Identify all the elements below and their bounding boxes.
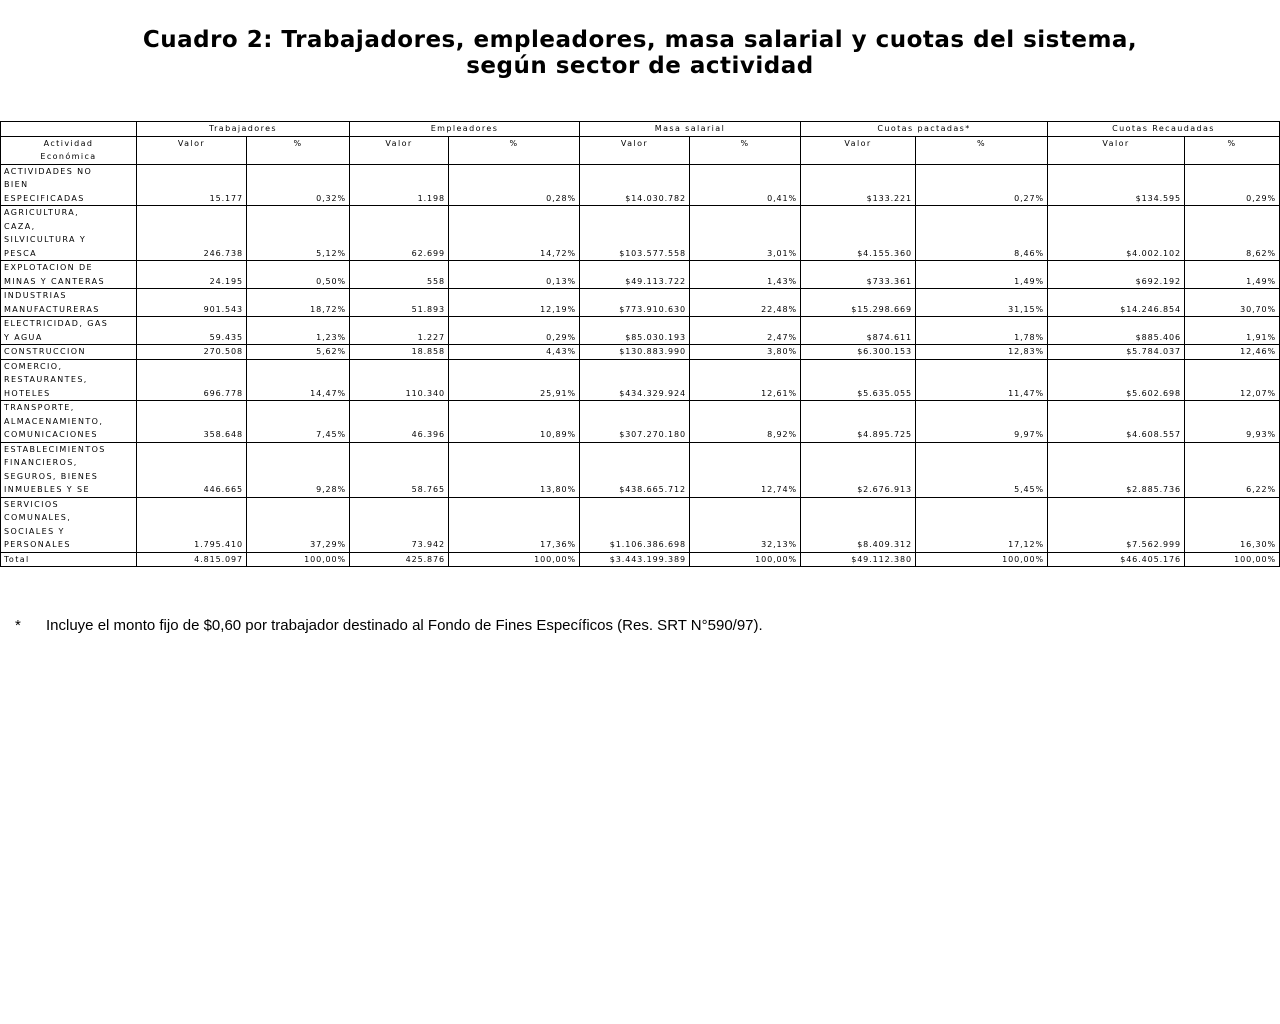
table-cell: $4.155.360 — [801, 206, 916, 261]
table-cell: 110.340 — [350, 359, 449, 401]
row-label-line: ALMACENAMIENTO, — [4, 416, 104, 426]
table-cell: 32,13% — [690, 497, 801, 552]
table-cell: 558 — [350, 261, 449, 289]
table-cell: 30,70% — [1185, 289, 1280, 317]
trabajadores-valor-header: Valor — [137, 136, 247, 164]
table-cell: 12,74% — [690, 442, 801, 497]
row-label-line: RESTAURANTES, — [4, 375, 88, 384]
table-cell: 1,91% — [1185, 317, 1280, 345]
table-cell: $15.298.669 — [801, 289, 916, 317]
table-cell: 1.227 — [350, 317, 449, 345]
table-cell: 0,27% — [916, 164, 1048, 206]
table-cell: $8.409.312 — [801, 497, 916, 552]
footnote-text: Incluye el monto fijo de $0,60 por trabajador destinado al Fondo de Fines Específicos (Res. SRT N°590/97). — [46, 617, 763, 634]
table-cell: 18.858 — [350, 345, 449, 360]
total-cell: 100,00% — [690, 552, 801, 567]
table-row — [1, 289, 1280, 317]
masa-pct-header: % — [690, 136, 801, 164]
total-cell: 4.815.097 — [137, 552, 247, 567]
total-cell: 100,00% — [1185, 552, 1280, 567]
table-cell: $14.030.782 — [580, 164, 690, 206]
row-label-line: PERSONALES — [4, 540, 71, 549]
table-cell: 73.942 — [350, 497, 449, 552]
row-label-line: INMUEBLES Y SE — [4, 485, 90, 494]
table-cell: 0,32% — [247, 164, 350, 206]
table-cell: 17,36% — [449, 497, 580, 552]
row-label-line: FINANCIEROS, — [4, 458, 78, 467]
row-label — [1, 401, 137, 443]
row-label-line: EXPLOTACION DE — [4, 263, 94, 272]
total-cell: $49.112.380 — [801, 552, 916, 567]
table-cell: 10,89% — [449, 401, 580, 443]
table-cell: $692.192 — [1048, 261, 1185, 289]
table-cell: 0,13% — [449, 261, 580, 289]
row-label-line: Y AGUA — [4, 332, 43, 342]
table-cell: 9,28% — [247, 442, 350, 497]
row-label-line: MINAS Y CANTERAS — [4, 276, 105, 286]
row-label — [1, 317, 137, 345]
row-label — [1, 345, 137, 360]
row-label — [1, 261, 137, 289]
activity-header-line-2: Económica — [40, 152, 97, 161]
row-label-line: PESCA — [4, 248, 38, 258]
row-label-line: ESPECIFICADAS — [4, 193, 85, 203]
group-header-cuotas-recaudadas: Cuotas Recaudadas — [1048, 122, 1280, 137]
sub-header-row — [1, 136, 1280, 164]
table-cell: 14,47% — [247, 359, 350, 401]
row-label — [1, 442, 137, 497]
table-cell: 1,78% — [916, 317, 1048, 345]
empleadores-valor-header: Valor — [350, 136, 449, 164]
table-cell: 58.765 — [350, 442, 449, 497]
total-cell: 100,00% — [247, 552, 350, 567]
group-header-masa-salarial: Masa salarial — [580, 122, 801, 137]
table-row — [1, 261, 1280, 289]
table-cell: 696.778 — [137, 359, 247, 401]
table-cell: $874.611 — [801, 317, 916, 345]
table-cell: $733.361 — [801, 261, 916, 289]
table-cell: $130.883.990 — [580, 345, 690, 360]
table-cell: 5,62% — [247, 345, 350, 360]
table-cell: 5,12% — [247, 206, 350, 261]
table-cell: 12,61% — [690, 359, 801, 401]
row-label-line: COMUNICACIONES — [4, 430, 98, 439]
total-cell: 100,00% — [916, 552, 1048, 567]
table-cell: 1,49% — [916, 261, 1048, 289]
table-row — [1, 497, 1280, 552]
table-row — [1, 401, 1280, 443]
table-cell: 18,72% — [247, 289, 350, 317]
table-cell: 446.665 — [137, 442, 247, 497]
corner-cell — [1, 122, 137, 137]
table-cell: 901.543 — [137, 289, 247, 317]
table-cell: 37,29% — [247, 497, 350, 552]
pactadas-valor-header: Valor — [801, 136, 916, 164]
table-cell: $5.602.698 — [1048, 359, 1185, 401]
table-cell: 12,07% — [1185, 359, 1280, 401]
data-table — [0, 121, 1280, 567]
table-cell: 8,62% — [1185, 206, 1280, 261]
table-cell: 9,97% — [916, 401, 1048, 443]
group-header-row — [1, 122, 1280, 137]
row-label-line: TRANSPORTE, — [4, 403, 75, 412]
total-cell: $46.405.176 — [1048, 552, 1185, 567]
row-label-line: SILVICULTURA Y — [4, 235, 87, 244]
table-cell: 8,92% — [690, 401, 801, 443]
recaudadas-valor-header: Valor — [1048, 136, 1185, 164]
table-cell: 15.177 — [137, 164, 247, 206]
table-cell: 12,83% — [916, 345, 1048, 360]
table-cell: $49.113.722 — [580, 261, 690, 289]
table-cell: 17,12% — [916, 497, 1048, 552]
table-cell: 1.795.410 — [137, 497, 247, 552]
masa-valor-header: Valor — [580, 136, 690, 164]
table-cell: $133.221 — [801, 164, 916, 206]
row-label-line: ESTABLECIMIENTOS — [4, 444, 106, 454]
table-cell: 0,41% — [690, 164, 801, 206]
table-cell: 9,93% — [1185, 401, 1280, 443]
row-label-line: ELECTRICIDAD, GAS — [4, 319, 109, 328]
page-title — [0, 27, 1280, 79]
table-cell: 4,43% — [449, 345, 580, 360]
table-cell: 5,45% — [916, 442, 1048, 497]
group-header-trabajadores: Trabajadores — [137, 122, 350, 137]
total-cell: $3.443.199.389 — [580, 552, 690, 567]
activity-header-line-1: Actividad — [43, 138, 94, 148]
row-label-line: SOCIALES Y — [4, 526, 65, 536]
table-cell: $885.406 — [1048, 317, 1185, 345]
table-cell: 1.198 — [350, 164, 449, 206]
table-row — [1, 359, 1280, 401]
table-cell: 51.893 — [350, 289, 449, 317]
footnote-marker: * — [15, 617, 21, 634]
row-label — [1, 289, 137, 317]
table-row — [1, 317, 1280, 345]
table-cell: 16,30% — [1185, 497, 1280, 552]
row-label-line: CAZA, — [4, 221, 36, 231]
table-cell: 46.396 — [350, 401, 449, 443]
table-cell: 0,29% — [449, 317, 580, 345]
table-cell: 270.508 — [137, 345, 247, 360]
table-cell: 62.699 — [350, 206, 449, 261]
table-cell: 24.195 — [137, 261, 247, 289]
empleadores-pct-header: % — [449, 136, 580, 164]
table-cell: 25,91% — [449, 359, 580, 401]
group-header-cuotas-pactadas: Cuotas pactadas* — [801, 122, 1048, 137]
table-cell: $434.329.924 — [580, 359, 690, 401]
table-cell: 2,47% — [690, 317, 801, 345]
table-cell: $14.246.854 — [1048, 289, 1185, 317]
table-cell: 246.738 — [137, 206, 247, 261]
total-label: Total — [1, 552, 137, 567]
table-cell: 358.648 — [137, 401, 247, 443]
table-cell: 31,15% — [916, 289, 1048, 317]
row-label-line: HOTELES — [4, 388, 51, 398]
table-row — [1, 164, 1280, 206]
table-cell: $103.577.558 — [580, 206, 690, 261]
recaudadas-pct-header: % — [1185, 136, 1280, 164]
table-cell: 7,45% — [247, 401, 350, 443]
total-row — [1, 552, 1280, 567]
table-cell: 12,19% — [449, 289, 580, 317]
table-cell: $2.676.913 — [801, 442, 916, 497]
total-cell: 425.876 — [350, 552, 449, 567]
table-cell: 22,48% — [690, 289, 801, 317]
row-label-line: MANUFACTURERAS — [4, 304, 100, 314]
table-cell: 13,80% — [449, 442, 580, 497]
table-cell: 3,01% — [690, 206, 801, 261]
row-label-line: COMUNALES, — [4, 513, 72, 522]
row-label-line: SEGUROS, BIENES — [4, 471, 99, 481]
table-cell: 8,46% — [916, 206, 1048, 261]
table-cell: 1,49% — [1185, 261, 1280, 289]
table-cell: 0,28% — [449, 164, 580, 206]
table-cell: $134.595 — [1048, 164, 1185, 206]
table-row — [1, 206, 1280, 261]
title-line-1: Cuadro 2: Trabajadores, empleadores, masa salarial y cuotas del sistema, — [142, 27, 1138, 53]
table-cell: $4.608.557 — [1048, 401, 1185, 443]
table-cell: $7.562.999 — [1048, 497, 1185, 552]
table-cell: $4.002.102 — [1048, 206, 1185, 261]
table-cell: 1,43% — [690, 261, 801, 289]
table-cell: $5.635.055 — [801, 359, 916, 401]
table-cell: $85.030.193 — [580, 317, 690, 345]
total-cell: 100,00% — [449, 552, 580, 567]
table-row — [1, 345, 1280, 360]
trabajadores-pct-header: % — [247, 136, 350, 164]
table-cell: $307.270.180 — [580, 401, 690, 443]
row-label — [1, 497, 137, 552]
table-cell: $5.784.037 — [1048, 345, 1185, 360]
table-cell: 14,72% — [449, 206, 580, 261]
row-label-line: ACTIVIDADES NO — [4, 166, 93, 176]
table-cell: $2.885.736 — [1048, 442, 1185, 497]
row-label — [1, 164, 137, 206]
row-label — [1, 359, 137, 401]
table-cell: $1.106.386.698 — [580, 497, 690, 552]
row-label-line: AGRICULTURA, — [4, 208, 80, 217]
table-cell: $4.895.725 — [801, 401, 916, 443]
table-cell: 3,80% — [690, 345, 801, 360]
table-cell: 6,22% — [1185, 442, 1280, 497]
row-label-line: BIEN — [4, 180, 29, 189]
footnote — [15, 617, 763, 634]
table-cell: $6.300.153 — [801, 345, 916, 360]
row-label-line: INDUSTRIAS — [4, 291, 67, 300]
row-label-line: COMERCIO, — [4, 361, 63, 371]
table-cell: 12,46% — [1185, 345, 1280, 360]
activity-header — [1, 136, 137, 164]
table-cell: $773.910.630 — [580, 289, 690, 317]
row-label — [1, 206, 137, 261]
group-header-empleadores: Empleadores — [350, 122, 580, 137]
table-cell: 0,50% — [247, 261, 350, 289]
table-cell: $438.665.712 — [580, 442, 690, 497]
table-cell: 0,29% — [1185, 164, 1280, 206]
row-label-line: CONSTRUCCION — [4, 347, 86, 356]
title-line-2: según sector de actividad — [466, 53, 814, 79]
row-label-line: SERVICIOS — [4, 499, 60, 509]
table-cell: 11,47% — [916, 359, 1048, 401]
table-cell: 59.435 — [137, 317, 247, 345]
pactadas-pct-header: % — [916, 136, 1048, 164]
table-row — [1, 442, 1280, 497]
table-cell: 1,23% — [247, 317, 350, 345]
